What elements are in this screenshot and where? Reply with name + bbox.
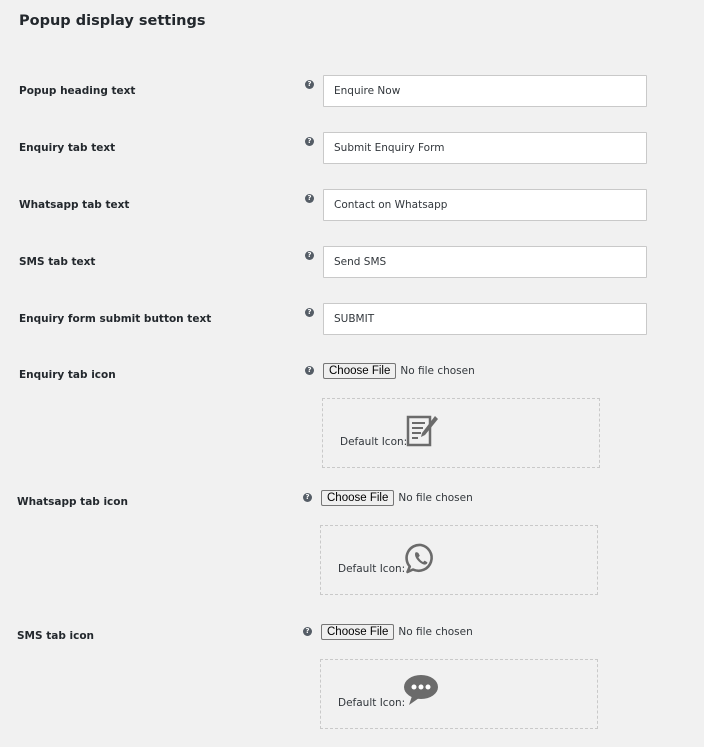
- sms-icon-label: SMS tab icon: [17, 630, 95, 642]
- help-icon[interactable]: ?: [305, 251, 314, 260]
- sms-default-icon-box: [320, 659, 598, 729]
- help-icon[interactable]: ?: [303, 627, 312, 636]
- default-icon-label: Default Icon:: [338, 697, 406, 709]
- whatsapp-icon-label: Whatsapp tab icon: [17, 496, 128, 508]
- enquiry-icon-label: Enquiry tab icon: [19, 369, 116, 381]
- submit-button-text-label: Enquiry form submit button text: [19, 313, 212, 325]
- chat-bubble-icon: [402, 674, 440, 706]
- default-icon-label: Default Icon:: [340, 436, 408, 448]
- whatsapp-icon: [404, 542, 438, 576]
- help-icon[interactable]: ?: [305, 137, 314, 146]
- popup-heading-input[interactable]: Enquire Now: [323, 75, 647, 107]
- help-icon[interactable]: ?: [303, 493, 312, 502]
- sms-tab-input[interactable]: Send SMS: [323, 246, 647, 278]
- sms-icon-file-input[interactable]: [321, 623, 473, 641]
- help-icon[interactable]: ?: [305, 366, 314, 375]
- help-icon[interactable]: ?: [305, 80, 314, 89]
- help-icon[interactable]: ?: [305, 308, 314, 317]
- page-title: Popup display settings: [19, 13, 206, 29]
- default-icon-label: Default Icon:: [338, 563, 406, 575]
- enquiry-default-icon-box: [322, 398, 600, 468]
- whatsapp-default-icon-box: [320, 525, 598, 595]
- whatsapp-tab-input[interactable]: Contact on Whatsapp: [323, 189, 647, 221]
- whatsapp-tab-label: Whatsapp tab text: [19, 199, 130, 211]
- form-edit-icon: [405, 413, 441, 449]
- popup-heading-label: Popup heading text: [19, 85, 136, 97]
- choose-file-button[interactable]: Choose File: [321, 490, 394, 506]
- enquiry-icon-file-input[interactable]: [323, 362, 475, 380]
- file-status-text: No file chosen: [400, 365, 475, 377]
- submit-button-text-input[interactable]: SUBMIT: [323, 303, 647, 335]
- enquiry-tab-input[interactable]: Submit Enquiry Form: [323, 132, 647, 164]
- choose-file-button[interactable]: Choose File: [323, 363, 396, 379]
- enquiry-tab-label: Enquiry tab text: [19, 142, 116, 154]
- whatsapp-icon-file-input[interactable]: [321, 489, 473, 507]
- sms-tab-label: SMS tab text: [19, 256, 96, 268]
- choose-file-button[interactable]: Choose File: [321, 624, 394, 640]
- file-status-text: No file chosen: [398, 492, 473, 504]
- help-icon[interactable]: ?: [305, 194, 314, 203]
- file-status-text: No file chosen: [398, 626, 473, 638]
